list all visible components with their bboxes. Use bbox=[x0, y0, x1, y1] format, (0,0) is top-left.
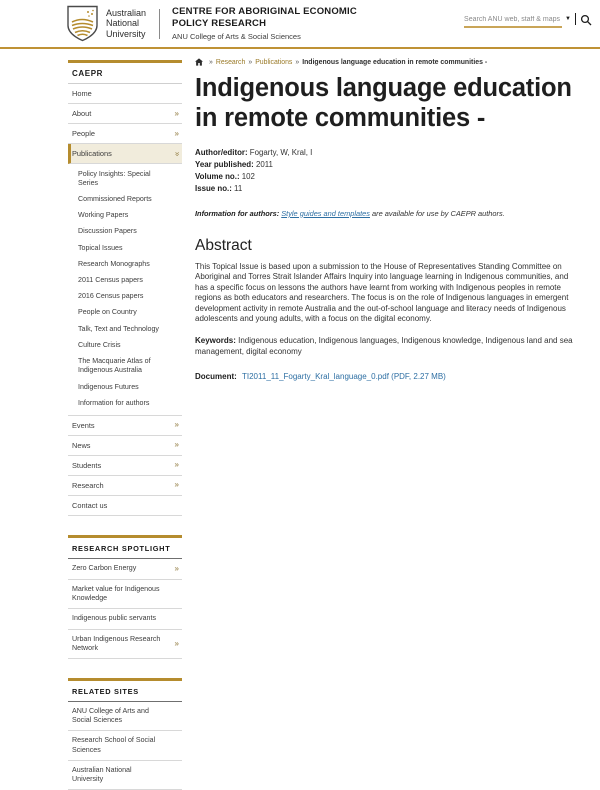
search-scope-dropdown[interactable]: ▼ bbox=[565, 16, 571, 22]
sidebar-item-label: Urban Indigenous Research Network bbox=[72, 634, 161, 652]
sidebar-item-label: Research bbox=[72, 480, 104, 490]
breadcrumb-current: Indigenous language education in remote communities - bbox=[302, 58, 488, 66]
info-note-suffix: are available for use by CAEPR authors. bbox=[369, 208, 505, 218]
breadcrumb-separator: » bbox=[209, 58, 213, 66]
style-guides-link[interactable]: Style guides and templates bbox=[281, 208, 370, 218]
sidebar-item-label: Zero Carbon Energy bbox=[72, 564, 137, 573]
sidebar-item-label: Contact us bbox=[72, 500, 108, 510]
sidebar-item-zero-carbon-energy[interactable] bbox=[68, 559, 182, 580]
sidebar-item-label: News bbox=[72, 440, 91, 450]
sidebar-nav-block bbox=[68, 60, 182, 516]
meta-label: Year published: bbox=[195, 159, 254, 169]
sidebar-item-label: People bbox=[72, 129, 96, 138]
keywords-label: Keywords: bbox=[195, 335, 236, 345]
sidebar-subitem-indigenous-futures[interactable]: Indigenous Futures bbox=[78, 382, 139, 391]
meta-year-published: Year published: 2011 bbox=[195, 159, 273, 169]
sidebar bbox=[68, 60, 182, 790]
chevron-right-icon: » bbox=[174, 638, 179, 648]
sidebar-item-research-school-of-social-sciences[interactable] bbox=[68, 731, 182, 760]
sidebar-section-research-spotlight bbox=[68, 535, 182, 659]
search-separator bbox=[575, 13, 576, 25]
sidebar-item-market-value-for-indigenous-knowledge[interactable] bbox=[68, 580, 182, 609]
main-content bbox=[195, 49, 585, 381]
sidebar-item-events[interactable] bbox=[68, 416, 182, 436]
sidebar-item-label: Australian National University bbox=[72, 765, 132, 784]
sidebar-item-label: Indigenous public servants bbox=[72, 614, 156, 623]
sidebar-subitem-discussion-papers[interactable]: Discussion Papers bbox=[78, 227, 137, 236]
keywords-text: Indigenous education, Indigenous languages, Indigenous knowledge, Indigenous land and sea management, digital economy bbox=[195, 335, 573, 357]
header-divider bbox=[159, 9, 160, 39]
page-title: Indigenous language education in remote communities - bbox=[195, 74, 572, 132]
sidebar-section-heading: RESEARCH SPOTLIGHT bbox=[68, 538, 182, 559]
meta-author-editor: Author/editor: Fogarty, W, Kral, I bbox=[195, 147, 313, 157]
chevron-right-icon: » bbox=[174, 108, 179, 118]
home-icon[interactable] bbox=[195, 58, 203, 66]
search-icon[interactable] bbox=[580, 14, 592, 26]
sidebar-subitem-culture-crisis[interactable]: Culture Crisis bbox=[78, 340, 121, 349]
sidebar-section-related-sites bbox=[68, 678, 182, 790]
sidebar-subitem-commissioned-reports[interactable]: Commissioned Reports bbox=[78, 194, 152, 203]
page-body bbox=[0, 49, 600, 790]
sidebar-item-label: Publications bbox=[72, 149, 112, 158]
sidebar-item-home[interactable] bbox=[68, 84, 182, 104]
meta-label: Author/editor: bbox=[195, 147, 248, 157]
abstract-heading: Abstract bbox=[195, 236, 252, 254]
sidebar-item-people[interactable] bbox=[68, 124, 182, 144]
chevron-right-icon: » bbox=[174, 460, 179, 469]
sidebar-title: CAEPR bbox=[68, 63, 182, 84]
site-header bbox=[0, 0, 600, 49]
sidebar-subitem-2016-census-papers[interactable]: 2016 Census papers bbox=[78, 292, 144, 301]
meta-label: Volume no.: bbox=[195, 172, 240, 182]
chevron-right-icon: » bbox=[174, 128, 179, 138]
sidebar-subitem-talk-text-and-technology[interactable]: Talk, Text and Technology bbox=[78, 324, 159, 333]
sidebar-item-contact-us[interactable] bbox=[68, 496, 182, 516]
meta-volume-no: Volume no.: 102 bbox=[195, 172, 255, 182]
anu-wordmark: Australian National University bbox=[106, 7, 147, 39]
keywords bbox=[195, 335, 583, 357]
document-pdf-link[interactable]: TI2011_11_Fogarty_Kral_language_0.pdf (PDF, 2.27 MB) bbox=[242, 372, 446, 382]
anu-logo[interactable] bbox=[66, 5, 146, 42]
sidebar-subitem-policy-insights-special-series[interactable]: Policy Insights: Special Series bbox=[78, 169, 151, 187]
search-area bbox=[464, 13, 592, 29]
chevron-down-icon: » bbox=[172, 151, 182, 156]
site-subtitle: ANU College of Arts & Social Sciences bbox=[172, 32, 301, 42]
sidebar-item-label: ANU College of Arts and Social Sciences bbox=[72, 706, 149, 725]
breadcrumb-link-publications[interactable]: Publications bbox=[255, 58, 293, 66]
document-label: Document: bbox=[195, 372, 237, 382]
anu-shield-icon bbox=[66, 5, 99, 42]
meta-label: Issue no.: bbox=[195, 184, 232, 194]
breadcrumb bbox=[195, 58, 585, 66]
sidebar-subitem-2011-census-papers[interactable]: 2011 Census papers bbox=[78, 276, 143, 285]
sidebar-subitem-topical-issues[interactable]: Topical Issues bbox=[78, 243, 123, 252]
sidebar-subitem-the-macquarie-atlas-of-indigenous-australia[interactable]: The Macquarie Atlas of Indigenous Australia bbox=[78, 357, 151, 375]
abstract-text: This Topical Issue is based upon a submission to the House of Representatives Standing Committee on Aboriginal and Torres Strait Islander Affairs Inquiry into language learning in Indigenous communities, and has a specific focus on lessons the authors have learnt from working with Indigenous peoples in remote regions as both educators and researchers. The focus is on the role of Indigenous languages in emergent development activity in remote Australia and the out-of-school language and literacy needs of Indigenous adolescents and young adults, with a focus on the digital economy. bbox=[195, 261, 569, 324]
sidebar-item-urban-indigenous-research-network[interactable] bbox=[68, 630, 182, 659]
site-title[interactable]: CENTRE FOR ABORIGINAL ECONOMIC POLICY RESEARCH bbox=[172, 5, 357, 29]
sidebar-item-publications[interactable] bbox=[68, 144, 182, 164]
sidebar-sublist-publications bbox=[68, 164, 182, 416]
sidebar-subitem-research-monographs[interactable]: Research Monographs bbox=[78, 259, 150, 268]
info-note-label: Information for authors: bbox=[195, 208, 280, 218]
chevron-right-icon: » bbox=[174, 480, 179, 489]
sidebar-item-label: Events bbox=[72, 420, 95, 430]
sidebar-item-label: Research School of Social Sciences bbox=[72, 736, 156, 754]
breadcrumb-separator: » bbox=[295, 58, 300, 66]
sidebar-item-about[interactable] bbox=[68, 104, 182, 124]
sidebar-item-news[interactable] bbox=[68, 436, 182, 456]
chevron-right-icon: » bbox=[174, 563, 179, 573]
breadcrumb-link-research[interactable]: Research bbox=[215, 58, 246, 66]
sidebar-item-anu-college-of-arts-and-social-sciences[interactable] bbox=[68, 702, 182, 731]
sidebar-item-indigenous-public-servants[interactable] bbox=[68, 609, 182, 629]
sidebar-item-label: Students bbox=[72, 460, 102, 470]
search-input[interactable] bbox=[464, 15, 562, 28]
sidebar-item-label: Market value for Indigenous Knowledge bbox=[72, 584, 160, 603]
chevron-right-icon: » bbox=[174, 440, 179, 449]
sidebar-item-students[interactable] bbox=[68, 456, 182, 476]
sidebar-item-research[interactable] bbox=[68, 476, 182, 496]
breadcrumb-separator: » bbox=[248, 58, 253, 66]
sidebar-item-label: Home bbox=[72, 89, 92, 98]
meta-issue-no: Issue no.: 11 bbox=[195, 184, 243, 194]
sidebar-subitem-people-on-country[interactable]: People on Country bbox=[78, 308, 137, 317]
sidebar-item-australian-national-university[interactable] bbox=[68, 761, 182, 790]
sidebar-item-label: About bbox=[72, 109, 92, 118]
info-for-authors-note bbox=[195, 209, 585, 218]
sidebar-section-heading: RELATED SITES bbox=[68, 681, 182, 702]
site-title-block bbox=[172, 6, 357, 42]
document-row bbox=[195, 372, 585, 381]
sidebar-subitem-working-papers[interactable]: Working Papers bbox=[78, 211, 129, 220]
sidebar-subitem-information-for-authors[interactable]: Information for authors bbox=[78, 398, 150, 407]
publication-meta bbox=[195, 147, 585, 196]
chevron-right-icon: » bbox=[174, 420, 179, 429]
